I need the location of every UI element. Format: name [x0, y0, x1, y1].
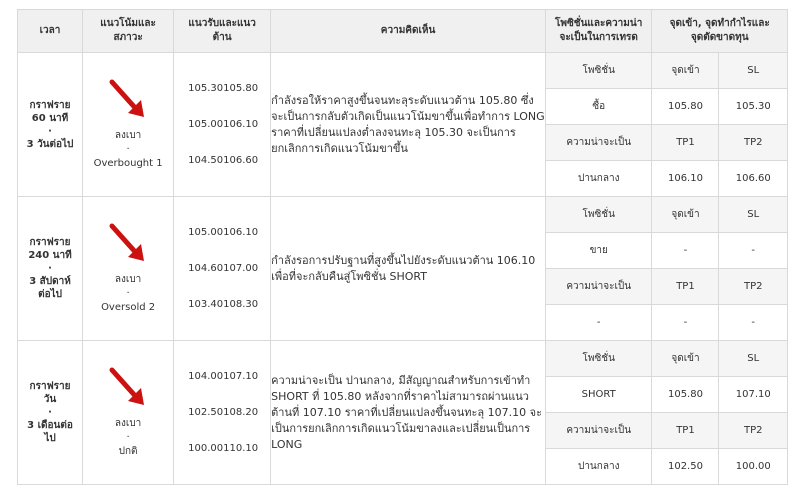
timeframe-label: กราฟราย 240 นาที · 3 สัปดาห์ ต่อไป	[28, 237, 72, 300]
tp1-value: -	[652, 305, 719, 341]
tp1-label: TP1	[652, 125, 719, 161]
tp2-label: TP2	[719, 413, 787, 449]
trend-label: ลงเบา	[114, 273, 142, 285]
header-row	[18, 10, 788, 53]
level-pair	[174, 71, 270, 107]
tp1-value: 102.50	[652, 449, 719, 485]
level-pair	[174, 251, 270, 287]
probability-value: ปานกลาง	[546, 161, 652, 197]
arrow-down-right-icon	[108, 79, 148, 121]
condition-label: Overbought 1	[93, 157, 163, 169]
table-row	[18, 341, 788, 485]
resistance-value: 106.10	[223, 119, 259, 130]
position-label: โพซิชั่น	[546, 341, 652, 377]
position-cell	[545, 341, 787, 485]
trend-separator: ·	[126, 143, 130, 155]
comment-cell	[271, 341, 546, 485]
support-value: 103.40	[188, 299, 224, 310]
support-value: 100.00	[188, 443, 224, 454]
levels-cell	[174, 197, 271, 341]
support-value: 105.00	[188, 119, 224, 130]
position-label: โพซิชั่น	[546, 53, 652, 89]
condition-label: Oversold 2	[101, 301, 156, 313]
resistance-value: 107.10	[223, 371, 259, 382]
entry-value: -	[652, 233, 719, 269]
comment-text: กำลังรอให้ราคาสูงขึ้นจนทะลุระดับแนวต้าน 105.80 ซึ่งจะเป็นการกลับตัวเกิดเป็นแนวโน้มขาขึ้นเพื่อทำการ LONG ราคาที่เปลี่ยนแปลงต่ำลงจนทะลุ 105.30 จะเป็นการยกเลิกการเกิดแนวโน้มขาขึ้น	[271, 93, 545, 155]
sl-label: SL	[719, 341, 787, 377]
levels-cell	[174, 341, 271, 485]
tp1-value: 106.10	[652, 161, 719, 197]
level-pair	[174, 287, 270, 323]
tp2-label: TP2	[719, 125, 787, 161]
entry-value: 105.80	[652, 377, 719, 413]
resistance-value: 108.20	[223, 407, 259, 418]
position-cell	[545, 53, 787, 197]
sl-value: 107.10	[719, 377, 787, 413]
timeframe-label: กราฟราย วัน · 3 เดือนต่อ ไป	[27, 381, 73, 444]
resistance-value: 107.00	[223, 263, 259, 274]
resistance-value: 110.10	[223, 443, 259, 454]
entry-label: จุดเข้า	[652, 53, 719, 89]
probability-label: ความน่าจะเป็น	[546, 269, 652, 305]
header-trend: แนวโน้มและ สภาวะ	[83, 10, 174, 53]
table-row	[18, 197, 788, 341]
support-value: 104.00	[188, 371, 224, 382]
timeframe-cell	[18, 53, 83, 197]
support-value: 102.50	[188, 407, 224, 418]
trend-label: ลงเบา	[114, 417, 142, 429]
comment-text: กำลังรอการปรับฐานที่สูงขึ้นไปยังระดับแนวต้าน 106.10 เพื่อที่จะกลับคืนสู่โพซิชั่น SHORT	[271, 253, 536, 283]
tp1-label: TP1	[652, 413, 719, 449]
timeframe-cell	[18, 197, 83, 341]
position-subtable	[546, 341, 787, 484]
support-value: 104.50	[188, 155, 224, 166]
tp2-value: -	[719, 305, 787, 341]
support-value: 104.60	[188, 263, 224, 274]
probability-label: ความน่าจะเป็น	[546, 413, 652, 449]
level-pair	[174, 107, 270, 143]
entry-value: 105.80	[652, 89, 719, 125]
position-subtable	[546, 53, 787, 196]
tp2-label: TP2	[719, 269, 787, 305]
resistance-value: 106.10	[223, 227, 259, 238]
header-position: โพซิชั่นและความน่า จะเป็นในการเทรด	[545, 10, 651, 53]
header-entry: จุดเข้า, จุดทำกำไรและ จุดตัดขาดทุน	[652, 10, 788, 53]
position-label: โพซิชั่น	[546, 197, 652, 233]
entry-label: จุดเข้า	[652, 341, 719, 377]
tp2-value: 106.60	[719, 161, 787, 197]
levels-cell	[174, 53, 271, 197]
probability-value: -	[546, 305, 652, 341]
trend-cell	[83, 197, 174, 341]
comment-text: ความน่าจะเป็น ปานกลาง, มีสัญญาณสำหรับการเข้าทำ SHORT ที่ 105.80 หลังจากที่ราคาไม่สามารถผ่านแนวต้านที่ 107.10 ราคาที่เปลี่ยนแปลงขึ้นจนทะลุ 107.10 จะเป็นการยกเลิกการเกิดแนวโน้มขาลงและเปลี่ยนเป็นการ LONG	[271, 373, 542, 451]
analysis-table	[17, 9, 788, 485]
position-subtable	[546, 197, 787, 340]
sl-value: -	[719, 233, 787, 269]
trend-separator: ·	[126, 287, 130, 299]
position-value: ซื้อ	[546, 89, 652, 125]
entry-label: จุดเข้า	[652, 197, 719, 233]
trend-separator: ·	[126, 431, 130, 443]
position-value: ขาย	[546, 233, 652, 269]
tp1-label: TP1	[652, 269, 719, 305]
sl-label: SL	[719, 53, 787, 89]
header-levels: แนวรับและแนว ต้าน	[174, 10, 271, 53]
sl-label: SL	[719, 197, 787, 233]
probability-label: ความน่าจะเป็น	[546, 125, 652, 161]
level-pair	[174, 215, 270, 251]
position-cell	[545, 197, 787, 341]
support-value: 105.30	[188, 83, 224, 94]
position-value: SHORT	[546, 377, 652, 413]
header-comment: ความคิดเห็น	[271, 10, 546, 53]
tp2-value: 100.00	[719, 449, 787, 485]
sl-value: 105.30	[719, 89, 787, 125]
resistance-value: 108.30	[223, 299, 259, 310]
timeframe-cell	[18, 341, 83, 485]
resistance-value: 106.60	[223, 155, 259, 166]
header-time: เวลา	[18, 10, 83, 53]
level-pair	[174, 143, 270, 179]
level-pair	[174, 395, 270, 431]
level-pair	[174, 431, 270, 467]
support-value: 105.00	[188, 227, 224, 238]
timeframe-label: กราฟราย 60 นาที · 3 วันต่อไป	[26, 99, 74, 150]
trend-cell	[83, 53, 174, 197]
arrow-down-right-icon	[108, 223, 148, 265]
table-row	[18, 53, 788, 197]
trend-cell	[83, 341, 174, 485]
condition-label: ปกติ	[118, 445, 138, 457]
level-pair	[174, 359, 270, 395]
resistance-value: 105.80	[223, 83, 259, 94]
probability-value: ปานกลาง	[546, 449, 652, 485]
comment-cell	[271, 197, 546, 341]
trend-label: ลงเบา	[114, 129, 142, 141]
comment-cell	[271, 53, 546, 197]
arrow-down-right-icon	[108, 367, 148, 409]
